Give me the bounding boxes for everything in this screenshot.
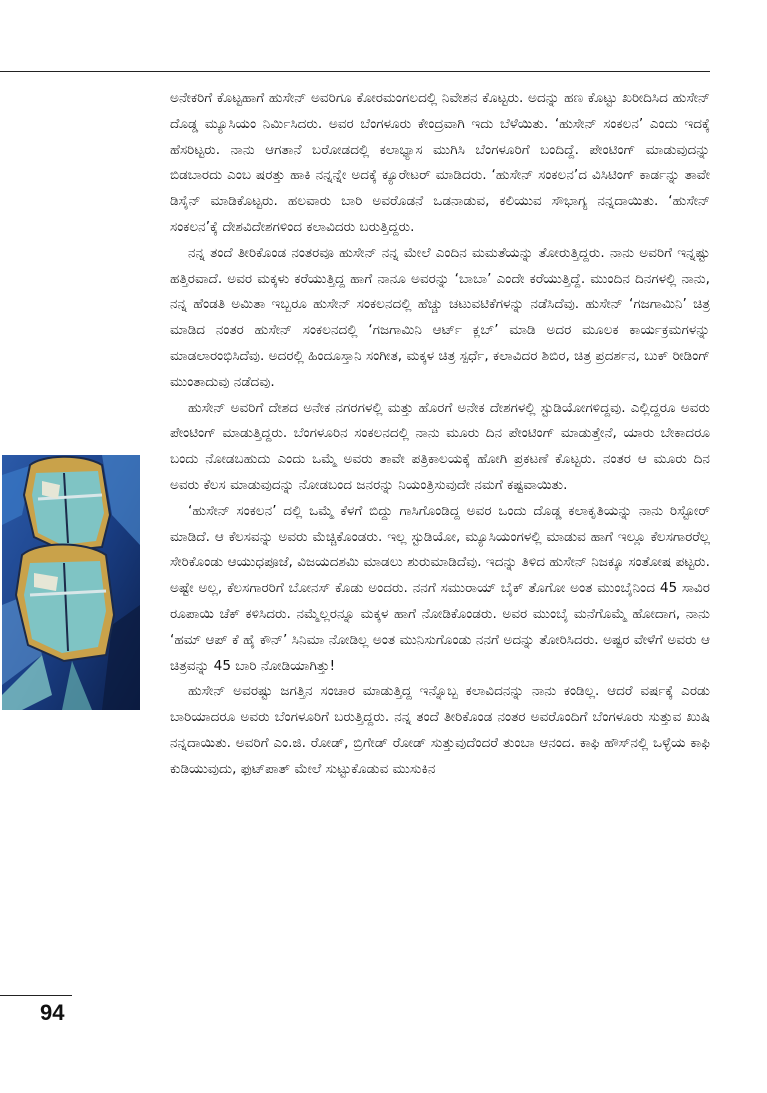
- paragraph: ಅನೇಕರಿಗೆ ಕೊಟ್ಟಹಾಗೆ ಹುಸೇನ್ ಅವರಿಗೂ ಕೋರಮಂಗಲದಲ್ಲಿ ನಿವೇಶನ ಕೊಟ್ಟರು. ಅದನ್ನು ಹಣ ಕೊಟ್ಟು ಖರೀದಿಸಿದ ಹುಸೇನ್ ದೊಡ್ಡ ಮ್ಯೂಸಿಯಂ ನಿರ್ಮಿಸಿದರು. ಅವರ ಬೆಂಗಳೂರು ಕೇಂದ್ರವಾಗಿ ಇದು ಬೆಳೆಯಿತು. ‘ಹುಸೇನ್ ಸಂಕಲನ’ ಎಂದು ಇದಕ್ಕೆ ಹೆಸರಿಟ್ಟರು. ನಾನು ಆಗತಾನೆ ಬರೋಡದಲ್ಲಿ ಕಲಾಭ್ಯಾಸ ಮುಗಿಸಿ ಬೆಂಗಳೂರಿಗೆ ಬಂದಿದ್ದೆ. ಪೇಂಟಿಂಗ್ ಮಾಡುವುದನ್ನು ಬಿಡಬಾರದು ಎಂಬ ಷರತ್ತು ಹಾಕಿ ನನ್ನನ್ನೇ ಅದಕ್ಕೆ ಕ್ಯೂರೇಟರ್ ಮಾಡಿದರು. ‘ಹುಸೇನ್ ಸಂಕಲನ’ದ ವಿಸಿಟಿಂಗ್ ಕಾರ್ಡನ್ನು ತಾವೇ ಡಿಸೈನ್ ಮಾಡಿಕೊಟ್ಟರು. ಹಲವಾರು ಬಾರಿ ಅವರೊಡನೆ ಒಡನಾಡುವ, ಕಲಿಯುವ ಸೌಭಾಗ್ಯ ನನ್ನದಾಯಿತು. ‘ಹುಸೇನ್ ಸಂಕಲನ’ಕ್ಕೆ ದೇಶವಿದೇಶಗಳಿಂದ ಕಲಾವಿದರು ಬರುತ್ತಿದ್ದರು.: [170, 90, 710, 235]
- top-rule: [0, 71, 710, 72]
- paragraph: ಹುಸೇನ್ ಅವರಷ್ಟು ಜಗತ್ತಿನ ಸಂಚಾರ ಮಾಡುತ್ತಿದ್ದ ಇನ್ನೊಬ್ಬ ಕಲಾವಿದನನ್ನು ನಾನು ಕಂಡಿಲ್ಲ. ಆದರೆ ವರ್ಷಕ್ಕೆ ಎರಡು ಬಾರಿಯಾದರೂ ಅವರು ಬೆಂಗಳೂರಿಗೆ ಬರುತ್ತಿದ್ದರು. ನನ್ನ ತಂದೆ ತೀರಿಕೊಂಡ ನಂತರ ಅವರೊಂದಿಗೆ ಬೆಂಗಳೂರು ಸುತ್ತುವ ಖುಷಿ ನನ್ನದಾಯಿತು. ಅವರಿಗೆ ಎಂ.ಜಿ. ರೋಡ್, ಬ್ರಿಗೇಡ್ ರೋಡ್ ಸುತ್ತುವುದೆಂದರೆ ತುಂಬಾ ಆನಂದ. ಕಾಫಿ ಹೌಸ್‌ನಲ್ಲಿ ಒಳ್ಳೆಯ ಕಾಫಿ ಕುಡಿಯುವುದು, ಫುಟ್‌ಪಾತ್ ಮೇಲೆ ಸುಟ್ಟುಕೊಡುವ ಮುಸುಕಿನ: [170, 683, 710, 777]
- bottom-rule: [0, 995, 72, 996]
- page-number: 94: [40, 1000, 65, 1025]
- painting-icon: [2, 455, 140, 710]
- paragraph: ಹುಸೇನ್ ಅವರಿಗೆ ದೇಶದ ಅನೇಕ ನಗರಗಳಲ್ಲಿ ಮತ್ತು ಹೊರಗೆ ಅನೇಕ ದೇಶಗಳಲ್ಲಿ ಸ್ಟುಡಿಯೋಗಳಿದ್ದವು. ಎಲ್ಲಿದ್ದರೂ ಅವರು ಪೇಂಟಿಂಗ್ ಮಾಡುತ್ತಿದ್ದರು. ಬೆಂಗಳೂರಿನ ಸಂಕಲನದಲ್ಲಿ ನಾನು ಮೂರು ದಿನ ಪೇಂಟಿಂಗ್ ಮಾಡುತ್ತೇನೆ, ಯಾರು ಬೇಕಾದರೂ ಬಂದು ನೋಡಬಹುದು ಎಂದು ಒಮ್ಮೆ ಅವರು ತಾವೇ ಪತ್ರಿಕಾಲಯಕ್ಕೆ ಹೋಗಿ ಪ್ರಕಟಣೆ ಕೊಟ್ಟರು. ನಂತರ ಆ ಮೂರು ದಿನ ಅವರು ಕೆಲಸ ಮಾಡುವುದನ್ನು ನೋಡಬಂದ ಜನರನ್ನು ನಿಯಂತ್ರಿಸುವುದೇ ನಮಗೆ ಕಷ್ಟವಾಯಿತು.: [170, 399, 710, 493]
- article-body: [170, 86, 710, 783]
- painting-image: [2, 455, 140, 710]
- paragraph: ನನ್ನ ತಂದೆ ತೀರಿಕೊಂಡ ನಂತರವೂ ಹುಸೇನ್ ನನ್ನ ಮೇಲೆ ಎಂದಿನ ಮಮತೆಯನ್ನು ತೋರುತ್ತಿದ್ದರು. ನಾನು ಅವರಿಗೆ ಇನ್ನಷ್ಟು ಹತ್ತಿರವಾದೆ. ಅವರ ಮಕ್ಕಳು ಕರೆಯುತ್ತಿದ್ದ ಹಾಗೆ ನಾನೂ ಅವರನ್ನು ‘ಬಾಬಾ’ ಎಂದೇ ಕರೆಯುತ್ತಿದ್ದೆ. ಮುಂದಿನ ದಿನಗಳಲ್ಲಿ ನಾನು, ನನ್ನ ಹೆಂಡತಿ ಅಮಿತಾ ಇಬ್ಬರೂ ಹುಸೇನ್ ಸಂಕಲನದಲ್ಲಿ ಹೆಚ್ಚು ಚಟುವಟಿಕೆಗಳನ್ನು ನಡೆಸಿದೆವು. ಹುಸೇನ್ ‘ಗಜಗಾಮಿನಿ’ ಚಿತ್ರ ಮಾಡಿದ ನಂತರ ಹುಸೇನ್ ಸಂಕಲನದಲ್ಲಿ ‘ಗಜಗಾಮಿನಿ ಆರ್ಟ್ ಕ್ಲಬ್’ ಮಾಡಿ ಅದರ ಮೂಲಕ ಕಾರ್ಯಕ್ರಮಗಳನ್ನು ಮಾಡಲಾರಂಭಿಸಿದೆವು. ಅದರಲ್ಲಿ ಹಿಂದೂಸ್ತಾನಿ ಸಂಗೀತ, ಮಕ್ಕಳ ಚಿತ್ರ ಸ್ಪರ್ಧೆ, ಕಲಾವಿದರ ಶಿಬಿರ, ಚಿತ್ರ ಪ್ರದರ್ಶನ, ಬುಕ್ ರೀಡಿಂಗ್ ಮುಂತಾದುವು ನಡೆದವು.: [170, 244, 711, 390]
- paragraph: ‘ಹುಸೇನ್ ಸಂಕಲನ’ ದಲ್ಲಿ ಒಮ್ಮೆ ಕೆಳಗೆ ಬಿದ್ದು ಗಾಸಿಗೊಂಡಿದ್ದ ಅವರ ಒಂದು ದೊಡ್ಡ ಕಲಾಕೃತಿಯನ್ನು ನಾನು ರಿಸ್ಟೋರ್ ಮಾಡಿದೆ. ಆ ಕೆಲಸವನ್ನು ಅವರು ಮೆಚ್ಚಿಕೊಂಡರು. ಇಲ್ಲ ಸ್ಟುಡಿಯೋ, ಮ್ಯೂಸಿಯಂಗಳಲ್ಲಿ ಮಾಡುವ ಹಾಗೆ ಇಲ್ಲೂ ಕೆಲಸಗಾರರೆಲ್ಲ ಸೇರಿಕೊಂಡು ಆಯುಧಪೂಜೆ, ವಿಜಯದಶಮಿ ಮಾಡಲು ಶುರುಮಾಡಿದೆವು. ಇದನ್ನು ತಿಳಿದ ಹುಸೇನ್ ನಿಜಕ್ಕೂ ಸಂತೋಷ ಪಟ್ಟರು. ಅಷ್ಟೇ ಅಲ್ಲ, ಕೆಲಸಗಾರರಿಗೆ ಬೋನಸ್ ಕೊಡು ಅಂದರು. ನನಗೆ ಸಮುರಾಯ್ ಬೈಕ್ ತೊಗೋ ಅಂತ ಮುಂಬೈನಿಂದ 45 ಸಾವಿರ ರೂಪಾಯಿ ಚೆಕ್ ಕಳಿಸಿದರು. ನಮ್ಮೆಲ್ಲರನ್ನೂ ಮಕ್ಕಳ ಹಾಗೆ ನೋಡಿಕೊಂಡರು. ಅವರ ಮುಂಬೈ ಮನೆಗೊಮ್ಮೆ ಹೋದಾಗ, ನಾನು ‘ಹಮ್ ಆಪ್ ಕೆ ಹೈ ಕೌನ್’ ಸಿನಿಮಾ ನೋಡಿಲ್ಲ ಅಂತ ಮುನಿಸುಗೊಂಡು ನನಗೆ ಅದನ್ನು ತೋರಿಸಿದರು. ಅಷ್ಟರ ವೇಳೆಗೆ ಅವರು ಆ ಚಿತ್ರವನ್ನು 45 ಬಾರಿ ನೋಡಿಯಾಗಿತ್ತು!: [170, 502, 710, 674]
